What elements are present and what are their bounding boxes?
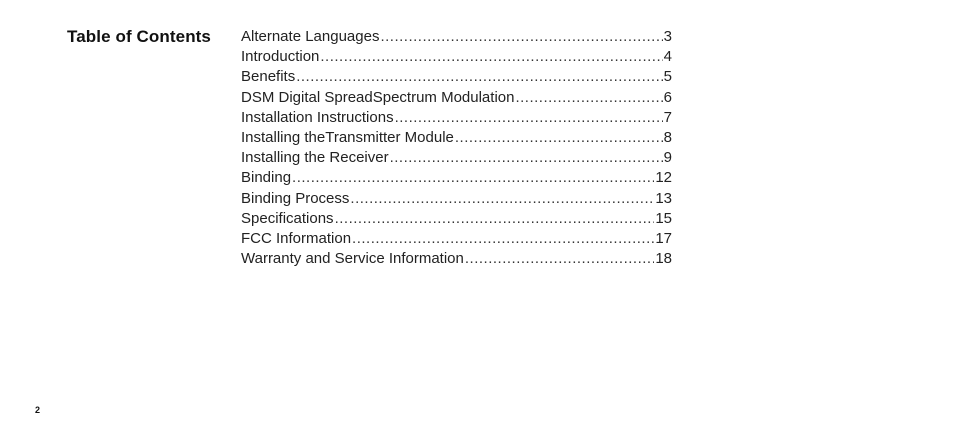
toc-entry-title: Specifications [241,209,334,227]
toc-entry-page: 4 [663,48,672,66]
toc-entry-page: 6 [663,88,672,106]
toc-dot-leader [350,189,654,209]
toc-entry-page: 15 [655,209,672,227]
toc-entry-page: 18 [655,250,672,268]
toc-dot-leader [465,249,654,269]
page-number: 2 [35,405,41,415]
toc-entry-page: 7 [663,108,672,126]
toc-dot-leader [296,67,662,87]
toc-entry-binding-process[interactable] [241,189,672,209]
toc-heading: Table of Contents [67,27,211,46]
toc-dot-leader [395,108,663,128]
toc-entry-dsm-modulation[interactable] [241,88,672,108]
toc-entry-title: Alternate Languages [241,28,380,45]
toc-entry-title: FCC Information [241,229,352,247]
toc-entry-alternate-languages[interactable] [241,27,672,47]
toc-entry-page: 17 [655,229,672,247]
toc-dot-leader [292,168,654,188]
toc-dot-leader [390,148,663,168]
toc-dot-leader [320,47,662,67]
toc-list [241,27,672,269]
toc-entry-title: Installing theTransmitter Module [241,128,454,146]
toc-entry-title: Benefits [241,68,296,86]
toc-entry-title: Installation Instructions [241,108,394,126]
toc-entry-page: 8 [663,128,672,146]
toc-entry-warranty-service[interactable] [241,249,672,269]
toc-dot-leader [515,88,662,108]
toc-entry-installing-transmitter[interactable] [241,128,672,148]
toc-entry-fcc-information[interactable] [241,229,672,249]
toc-dot-leader [380,27,662,47]
toc-entry-binding[interactable] [241,168,672,188]
toc-entry-title: Installing the Receiver [241,149,389,167]
toc-entry-installation-instructions[interactable] [241,108,672,128]
toc-entry-specifications[interactable] [241,209,672,229]
toc-entry-title: Warranty and Service Information [241,250,464,268]
toc-dot-leader [335,209,655,229]
toc-entry-page: 9 [663,149,672,167]
toc-dot-leader [455,128,663,148]
toc-entry-title: DSM Digital SpreadSpectrum Modulation [241,88,515,106]
toc-entry-title: Binding Process [241,189,350,207]
toc-entry-page: 3 [663,28,672,45]
toc-entry-page: 5 [663,68,672,86]
toc-entry-benefits[interactable] [241,67,672,87]
toc-dot-leader [352,229,654,249]
toc-entry-installing-receiver[interactable] [241,148,672,168]
toc-entry-page: 13 [655,189,672,207]
toc-entry-title: Binding [241,169,292,187]
toc-entry-introduction[interactable] [241,47,672,67]
toc-entry-page: 12 [655,169,672,187]
toc-entry-title: Introduction [241,48,320,66]
